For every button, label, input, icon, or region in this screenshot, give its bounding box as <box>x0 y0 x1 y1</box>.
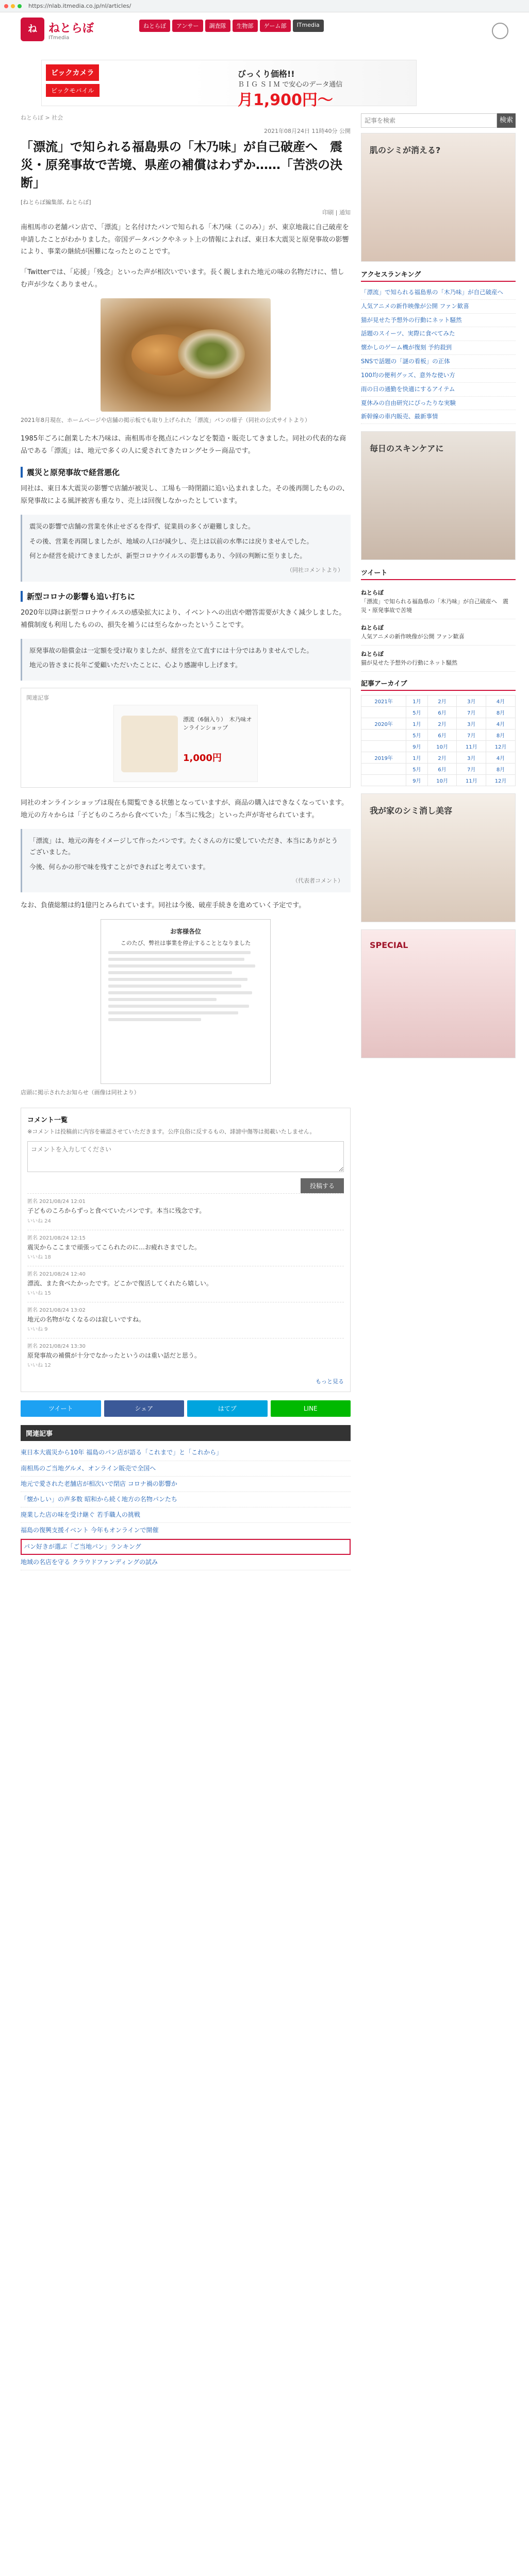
browser-address-bar[interactable] <box>0 0 529 12</box>
comment-likes[interactable]: いいね 9 <box>27 1327 48 1333</box>
comment-text: 震災からここまで頑張ってこられたのに…お疲れさまでした。 <box>27 1243 201 1251</box>
archive-cell <box>361 764 406 775</box>
ad-text: 肌のシミが消える? <box>370 145 441 155</box>
sidebar <box>361 113 516 1065</box>
article-column <box>21 113 351 1570</box>
nav-link-1[interactable]: アンサー <box>172 20 203 32</box>
archive-cell[interactable]: 9月 <box>406 775 428 786</box>
comment-item <box>27 1230 344 1266</box>
ranking-heading: アクセスランキング <box>361 269 516 282</box>
section-heading-2: 新型コロナの影響も追い打ちに <box>21 591 351 602</box>
ad-text: 毎日のスキンケアに <box>370 444 444 454</box>
related-article-link[interactable]: 東日本大震災から10年 福島のパン店が語る「これまで」と「これから」 <box>21 1445 351 1461</box>
ranking-item[interactable]: 人気アニメの新作映像が公開 ファン歓喜 <box>361 300 516 314</box>
archive-cell[interactable]: 4月 <box>486 696 516 707</box>
comment-item <box>27 1338 344 1374</box>
comment-likes[interactable]: いいね 18 <box>27 1254 51 1260</box>
article-paragraph-5: 同社のオンラインショップは現在も閲覧できる状態となっていますが、商品の購入はできなくなっています。地元の方々からは「子どものころから食べていた」「本当に残念」といった声が寄せられています。 <box>21 799 348 819</box>
quote-line: 震災の影響で店舗の営業を休止せざるを得ず、従業員の多くが避難しました。 <box>29 522 255 531</box>
archive-cell[interactable]: 2月 <box>427 752 457 764</box>
archive-cell[interactable]: 7月 <box>457 730 486 741</box>
nav-link-2[interactable]: 調査隊 <box>205 20 230 32</box>
archive-cell[interactable]: 5月 <box>406 764 428 775</box>
archive-cell[interactable]: 7月 <box>457 764 486 775</box>
archive-cell[interactable]: 3月 <box>457 752 486 764</box>
archive-cell[interactable]: 2020年 <box>361 718 406 730</box>
archive-cell[interactable]: 10月 <box>427 775 457 786</box>
archive-cell[interactable]: 6月 <box>427 764 457 775</box>
sidebar-ad-2[interactable] <box>361 431 516 560</box>
breadcrumb[interactable]: ねとらぼ > 社会 <box>21 114 63 121</box>
tweet-text: 猫が見せた予想外の行動にネット騒然 <box>361 659 457 667</box>
related-article-link-highlighted[interactable]: パン好きが選ぶ「ご当地パン」ランキング <box>21 1539 351 1555</box>
archive-cell[interactable]: 3月 <box>457 718 486 730</box>
embedded-product-card[interactable] <box>21 688 351 788</box>
article-paragraph-3: 同社は、東日本大震災の影響で店舗が被災し、工場も一時閉鎖に追い込まれました。その後再開したものの、原発事故による風評被害も重なり、売上は回復しなかったとしています。 <box>21 485 349 505</box>
comment-likes[interactable]: いいね 12 <box>27 1363 51 1369</box>
ranking-item[interactable]: 話題のスイーツ、実際に食べてみた <box>361 327 516 341</box>
tweet-author: ねとらぼ <box>361 624 384 632</box>
section-heading-1: 震災と原発事故で経営悪化 <box>21 467 351 478</box>
share-bar <box>21 1400 351 1417</box>
article-tools[interactable]: 印刷 | 通知 <box>322 209 351 216</box>
publish-date: 2021年08月24日 11時40分 公開 <box>264 128 351 134</box>
archive-cell[interactable]: 5月 <box>406 707 428 718</box>
archive-cell[interactable]: 8月 <box>486 730 516 741</box>
quote-line: 原発事故の賠償金は一定額を受け取りましたが、経営を立て直すには十分ではありませんでした。 <box>29 646 313 654</box>
user-account-icon[interactable] <box>492 23 508 39</box>
tweet-author: ねとらぼ <box>361 651 384 658</box>
article-paragraph-1: 「Twitterでは、「応援」「残念」といった声が相次いでいます。長く親しまれた地元の味の名物だけに、惜しむ声が少なくありません。 <box>21 268 344 289</box>
ranking-item[interactable]: 猫が見せた予想外の行動にネット騒然 <box>361 314 516 328</box>
tweet-item[interactable] <box>361 646 516 672</box>
article-paragraph-6: なお、負債総額は約1億円とみられています。同社は今後、破産手続きを進めていく予定です。 <box>21 902 306 910</box>
site-logo[interactable] <box>21 18 129 48</box>
comment-item <box>27 1266 344 1302</box>
archive-cell[interactable]: 6月 <box>427 707 457 718</box>
ad-brand-primary: ビックカメラ <box>46 64 99 81</box>
article-byline: [ねとらぼ編集部, ねとらぼ] <box>21 199 91 206</box>
nav-link-5[interactable]: ITmedia <box>293 20 324 32</box>
archive-heading: 記事アーカイブ <box>361 678 516 691</box>
related-article-link[interactable]: 廃業した店の味を受け継ぐ 若手職人の挑戦 <box>21 1507 351 1523</box>
related-article-link[interactable]: 地域の名店を守る クラウドファンディングの試み <box>21 1555 351 1570</box>
quote-line: 「漂流」は、地元の海をイメージして作ったパンです。たくさんの方に愛していただき、本当にありがとうございました。 <box>29 836 338 856</box>
ad-brand-secondary: ビックモバイル <box>46 84 100 97</box>
share-twitter-button[interactable]: ツイート <box>21 1400 101 1417</box>
ranking-item[interactable]: 「漂流」で知られる福島県の「木乃味」が自己破産へ <box>361 286 516 300</box>
share-line-button[interactable]: LINE <box>271 1400 351 1417</box>
comment-text: 子どものころからずっと食べていたパンです。本当に残念です。 <box>27 1207 206 1215</box>
share-hatena-button[interactable]: はてブ <box>187 1400 268 1417</box>
comment-text: 地元の名物がなくなるのは寂しいですね。 <box>27 1316 145 1324</box>
archive-cell[interactable]: 11月 <box>457 775 486 786</box>
bread-cut-image <box>178 329 245 379</box>
archive-cell[interactable]: 8月 <box>486 764 516 775</box>
comment-text: 原発事故の補償が十分でなかったというのは重い話だと思う。 <box>27 1352 201 1360</box>
notice-caption: 店頭に掲示されたお知らせ（画像は同社より） <box>21 1089 140 1096</box>
minimize-window-icon[interactable] <box>11 4 15 8</box>
archive-cell[interactable]: 9月 <box>406 741 428 752</box>
logo-mark: ね <box>21 18 44 41</box>
search-button[interactable]: 検索 <box>497 113 516 128</box>
archive-cell[interactable]: 5月 <box>406 730 428 741</box>
quote-reference: （代表者コメント） <box>292 877 343 885</box>
related-article-link[interactable]: 「懐かしい」の声多数 昭和から続く地方の名物パンたち <box>21 1492 351 1507</box>
comments-section <box>21 1108 351 1393</box>
comment-meta: 匿名 2021/08/24 13:02 <box>27 1308 86 1314</box>
article-lead: 南相馬市の老舗パン店で、「漂流」と名付けたパンで知られる「木乃味（このみ）」が、東京地裁に自己破産を申請したことがわかりました。帝国データバンクやネット上の情報によれば、東日本大震災と原発事故の影響により、事業の継続が困難になったとのことです。 <box>21 224 349 256</box>
archive-row <box>361 718 516 730</box>
ad-price: 月1,900円〜 <box>238 91 333 109</box>
ranking-list <box>361 286 516 424</box>
ranking-item[interactable]: 夏休みの自由研究にぴったりな実験 <box>361 397 516 411</box>
archive-cell[interactable]: 10月 <box>427 741 457 752</box>
archive-cell[interactable]: 4月 <box>486 718 516 730</box>
tweet-text: 「漂流」で知られる福島県の「木乃味」が自己破産へ 震災・原発事故で苦境 <box>361 598 508 614</box>
url-text[interactable]: https://nlab.itmedia.co.jp/nl/articles/ <box>28 3 131 9</box>
comment-likes[interactable]: いいね 15 <box>27 1291 51 1297</box>
site-tagline: ITmedia <box>48 35 70 41</box>
comment-text: 漂流、また食べたかったです。どこかで復活してくれたら嬉しい。 <box>27 1279 213 1287</box>
archive-cell[interactable]: 2021年 <box>361 696 406 707</box>
maximize-window-icon[interactable] <box>18 4 22 8</box>
comment-meta: 匿名 2021/08/24 12:15 <box>27 1235 86 1241</box>
archive-cell[interactable]: 1月 <box>406 752 428 764</box>
archive-cell[interactable]: 11月 <box>457 741 486 752</box>
tweet-item[interactable] <box>361 619 516 646</box>
archive-cell[interactable]: 7月 <box>457 707 486 718</box>
comment-meta: 匿名 2021/08/24 12:01 <box>27 1199 86 1205</box>
photo-caption: 2021年8月現在、ホームページや店舗の掲示板でも取り上げられた「漂流」パンの様子（同社の公式サイトより） <box>21 416 310 423</box>
product-price: 1,000円 <box>183 752 222 764</box>
site-header <box>0 12 529 58</box>
archive-cell <box>361 741 406 752</box>
nav-link-3[interactable]: 生物部 <box>233 20 258 32</box>
archive-cell[interactable]: 2月 <box>427 718 457 730</box>
archive-cell <box>361 730 406 741</box>
ad-headline: びっくり価格!! <box>238 69 295 79</box>
sidebar-search <box>361 113 516 128</box>
article-paragraph-2: 1985年ごろに創業した木乃味は、南相馬市を拠点にパンなどを製造・販売してきました。同社の代表的な商品である「漂流」は、地元で多くの人に愛されてきたロングセラー商品です。 <box>21 435 346 455</box>
ad-text: 我が家のシミ消し美容 <box>370 806 453 816</box>
comments-heading: コメント一覧 <box>27 1116 68 1124</box>
related-articles <box>21 1425 351 1570</box>
archive-row <box>361 730 516 741</box>
archive-cell[interactable]: 3月 <box>457 696 486 707</box>
close-window-icon[interactable] <box>4 4 8 8</box>
tweet-text: 人気アニメの新作映像が公開 ファン歓喜 <box>361 633 465 640</box>
related-article-link[interactable]: 南相馬のご当地グルメ、オンライン販売で全国へ <box>21 1461 351 1477</box>
archive-cell[interactable]: 1月 <box>406 696 428 707</box>
article-title: 「漂流」で知られる福島県の「木乃味」が自己破産へ 震災・原発事故で苦境、県産の補償はわずか……「苦渋の決断」 <box>21 140 342 190</box>
ranking-item[interactable]: SNSで話題の「謎の看板」の正体 <box>361 355 516 369</box>
notice-subtitle: このたび、弊社は事業を停止することとなりました <box>120 940 251 947</box>
embed-title: 関連記事 <box>26 694 49 701</box>
archive-cell[interactable]: 1月 <box>406 718 428 730</box>
top-banner-ad[interactable] <box>41 60 417 109</box>
comment-meta: 匿名 2021/08/24 13:30 <box>27 1344 86 1350</box>
notice-title: お客様各位 <box>170 928 201 936</box>
tweet-author: ねとらぼ <box>361 589 384 597</box>
twitter-heading: ツイート <box>361 567 516 580</box>
quote-block-1 <box>21 515 351 581</box>
post-comment-button[interactable]: 投稿する <box>301 1178 344 1193</box>
archive-cell <box>361 707 406 718</box>
search-input[interactable] <box>361 113 497 128</box>
archive-row <box>361 775 516 786</box>
archive-cell <box>361 775 406 786</box>
archive-row <box>361 707 516 718</box>
article-photo-bread <box>101 298 271 412</box>
product-name: 漂流（6個入り） 木乃味オンラインショップ <box>183 716 252 732</box>
related-article-link[interactable]: 福島の復興支援イベント 今年もオンラインで開催 <box>21 1523 351 1538</box>
archive-cell[interactable]: 2月 <box>427 696 457 707</box>
comment-meta: 匿名 2021/08/24 12:40 <box>27 1271 86 1277</box>
related-article-link[interactable]: 地元で愛された老舗店が相次いで閉店 コロナ禍の影響か <box>21 1477 351 1492</box>
ranking-item[interactable]: 雨の日の通勤を快適にするアイテム <box>361 383 516 397</box>
sidebar-ad-3[interactable] <box>361 793 516 922</box>
nav-link-0[interactable]: ねとらぼ <box>139 20 170 32</box>
nav-link-4[interactable]: ゲーム部 <box>260 20 291 32</box>
site-name: ねとらぼ <box>48 22 94 35</box>
more-comments-link[interactable]: もっと見る <box>316 1378 344 1385</box>
archive-cell[interactable]: 4月 <box>486 752 516 764</box>
product-card[interactable] <box>113 705 258 782</box>
quote-reference: （同社コメントより） <box>287 566 343 573</box>
archive-row <box>361 764 516 775</box>
sidebar-ad-4[interactable] <box>361 929 516 1058</box>
article-paragraph-4: 2020年以降は新型コロナウイルスの感染拡大により、イベントへの出店や贈答需要が大きく減少しました。補償制度も利用したものの、損失を補うには至らなかったということです。 <box>21 608 346 629</box>
ad-text: SPECIAL <box>370 940 408 951</box>
product-image <box>121 716 178 772</box>
related-heading: 関連記事 <box>21 1425 351 1441</box>
quote-line: 地元の皆さまに長年ご愛顧いただいたことに、心より感謝申し上げます。 <box>29 661 242 669</box>
comment-item <box>27 1193 344 1229</box>
quote-block-2 <box>21 639 351 681</box>
quote-line: 何とか経営を続けてきましたが、新型コロナウイルスの影響もあり、今回の判断に至りました。 <box>29 552 306 560</box>
comment-likes[interactable]: いいね 24 <box>27 1218 51 1224</box>
comment-input[interactable] <box>27 1141 344 1172</box>
sidebar-ad-1[interactable] <box>361 133 516 262</box>
archive-calendar <box>361 695 516 786</box>
quote-block-3 <box>21 829 351 892</box>
quote-line: その後、営業を再開しましたが、地域の人口が減少し、売上は以前の水準には戻りませんでした。 <box>29 537 313 545</box>
ranking-item[interactable]: 100均の便利グッズ、意外な使い方 <box>361 369 516 383</box>
header-nav <box>139 20 324 32</box>
archive-cell[interactable]: 2019年 <box>361 752 406 764</box>
ranking-item[interactable]: 懐かしのゲーム機が復刻 予約殺到 <box>361 341 516 355</box>
share-facebook-button[interactable]: シェア <box>104 1400 185 1417</box>
ranking-item[interactable]: 新幹線の車内販売、最新事情 <box>361 410 516 424</box>
archive-cell[interactable]: 12月 <box>486 775 516 786</box>
archive-row <box>361 752 516 764</box>
comment-item <box>27 1302 344 1338</box>
quote-line: 今後、何らかの形で味を残すことができればと考えています。 <box>29 862 210 871</box>
notice-document-image <box>101 919 271 1084</box>
archive-row <box>361 696 516 707</box>
comments-note: ※コメントは投稿前に内容を確認させていただきます。公序良俗に反するもの、誹謗中傷等は掲載いたしません。 <box>27 1128 316 1135</box>
ad-subcopy: ＢＩＧ ＳＩＭ で安心のデータ通信 <box>238 81 343 89</box>
archive-row <box>361 741 516 752</box>
archive-cell[interactable]: 12月 <box>486 741 516 752</box>
archive-cell[interactable]: 6月 <box>427 730 457 741</box>
archive-cell[interactable]: 8月 <box>486 707 516 718</box>
tweet-item[interactable] <box>361 584 516 619</box>
